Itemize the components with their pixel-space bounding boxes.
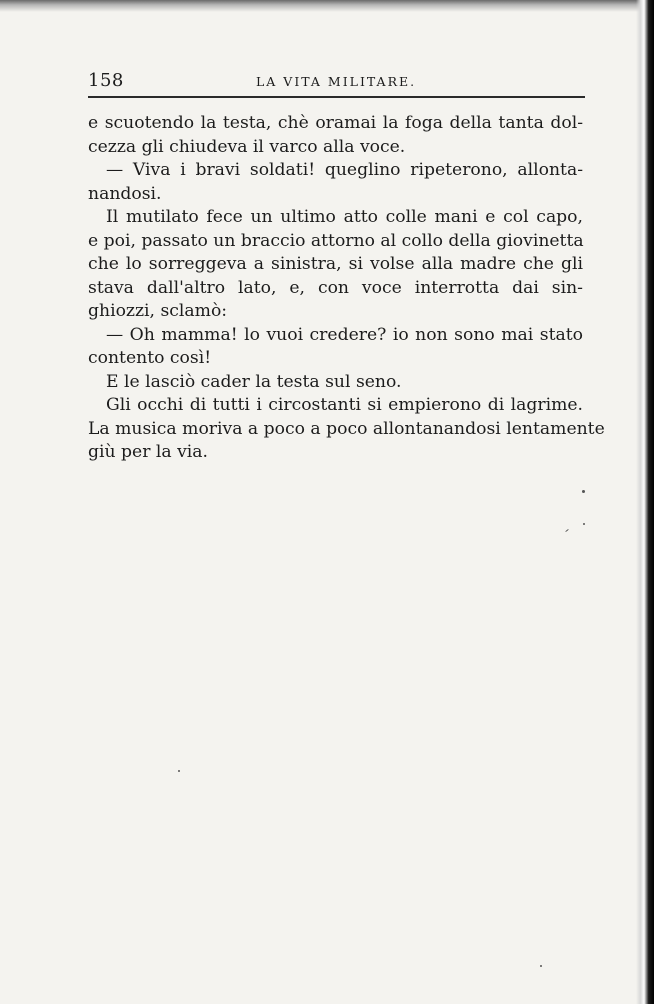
text-line: nandosi. <box>88 183 162 204</box>
text-line: — Oh mamma! lo vuoi credere? io non sono mai stato <box>106 324 583 345</box>
header-rule <box>88 96 585 98</box>
page-header <box>88 70 586 92</box>
text-line: che lo sorreggeva a sinistra, si volse alla madre che gli <box>88 254 583 274</box>
text-line: contento così! <box>88 348 212 368</box>
ink-speck <box>540 965 542 967</box>
page-top-edge <box>0 0 654 12</box>
text-line: ghiozzi, sclamò: <box>88 301 228 321</box>
text-line: e scuotendo la testa, chè oramai la foga della tanta dol- <box>88 113 583 133</box>
ink-speck <box>565 529 569 532</box>
ink-speck <box>583 523 585 525</box>
page-number: 158 <box>88 70 124 91</box>
page-binding-edge <box>636 0 654 1004</box>
text-line: Il mutilato fece un ultimo atto colle mani e col capo, <box>106 207 583 227</box>
ink-speck <box>178 770 180 772</box>
text-line: giù per la via. <box>88 442 209 462</box>
text-line: e poi, passato un braccio attorno al collo della giovinetta <box>88 230 584 251</box>
text-line: cezza gli chiudeva il varco alla voce. <box>88 136 406 157</box>
text-line: La musica moriva a poco a poco allontanandosi lentamente <box>88 418 605 439</box>
text-line: — Viva i bravi soldati! queglino ripeterono, allonta- <box>106 160 583 180</box>
body-text <box>88 112 605 465</box>
text-line: E le lasciò cader la testa sul seno. <box>106 371 402 392</box>
text-line: Gli occhi di tutti i circostanti si empierono di lagrime. <box>106 395 583 415</box>
text-line: stava dall'altro lato, e, con voce interrotta dai sin- <box>88 277 583 298</box>
running-title: LA VITA MILITARE. <box>256 74 417 89</box>
ink-speck <box>582 490 585 493</box>
